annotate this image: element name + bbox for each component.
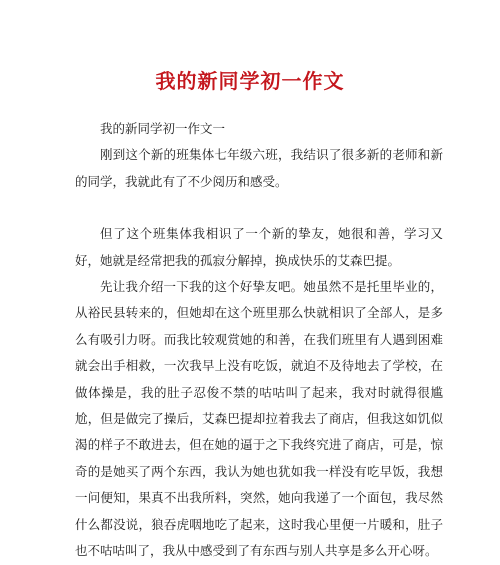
page-title: 我的新同学初一作文 [155, 69, 345, 93]
paragraph-1: 刚到这个新的班集体七年级六班，我结识了很多新的老师和新的同学，我就此有了不少阅历和感受。 [75, 147, 443, 189]
paragraph-3: 先让我介绍一下我的这个好挚友吧。她虽然不是托里毕业的，从裕民县转来的，但她却在这个班里那么快就相识了全部人，是多么有吸引力呀。而我比较观赏她的和善，在我们班里有人遇到困难就会出手相救，一次我早上没有吃饭，就迫不及待地去了学校，在做体操是，我的肚子忍俊不禁的咕咕叫了起来，我对时就得很尴尬，但是做完了操后，艾森巴提却拉着我去了商店，但我这如饥似渴的样子不敢进去，但在她的逼于之下我终究进了商店，可是，惊奇的是她买了两个东西，我认为她也犹如我一样没有吃早饭，我想一问便知，果真不出我所料，突然，她向我递了一个面包，我尽然什么都没说，狼吞虎咽地吃了起来，这时我心里便一片暖和，肚子也不咕咕叫了，我从中感受到了有东西与别人共享是多么开心呀。 [75, 279, 443, 559]
article-subtitle: 我的新同学初一作文一 [100, 121, 226, 136]
paragraph-2: 但了这个班集体我相识了一个新的挚友，她很和善，学习又好，她就是经常把我的孤寂分解掉，换成快乐的艾森巴提。 [75, 226, 443, 268]
article-body [75, 116, 443, 565]
paragraph-spacer [75, 195, 443, 221]
